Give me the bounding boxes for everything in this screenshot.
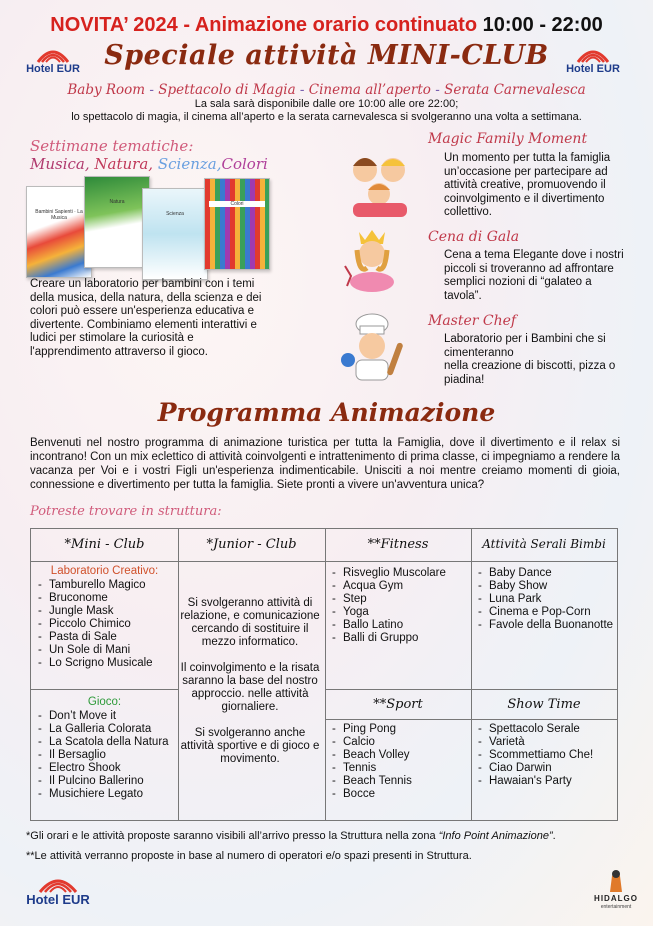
magic-family-title: Magic Family Moment [428, 131, 588, 147]
list-item: - Varietà [475, 736, 615, 749]
list-item: - Il Bersaglio [35, 749, 175, 762]
list-item: - Don’t Move it [35, 710, 175, 723]
footnote-1: *Gli orari e le attività proposte saranno visibili all’arrivo presso la Struttura nella zona “Info Point Animazione”. [26, 830, 556, 842]
book-music: Bambini Sapienti · La Musica [26, 186, 92, 278]
activities-table [30, 528, 618, 821]
header-serali: Attività Serali Bimbi [482, 537, 606, 551]
game-list [35, 710, 175, 801]
footnotes [26, 826, 626, 866]
list-item: - Calcio [329, 736, 469, 749]
list-item: - Electro Shook [35, 762, 175, 775]
cena-gala-title: Cena di Gala [428, 229, 520, 245]
header-mini-club: *Mini - Club [64, 537, 145, 552]
list-item: - Favole della Buonanotte [475, 619, 615, 632]
list-item: - Luna Park [475, 593, 615, 606]
list-item: - La Scatola della Natura [35, 736, 175, 749]
list-item: - Acqua Gym [329, 580, 469, 593]
list-item: - Musichiere Legato [35, 788, 175, 801]
event-carnival: Serata Carnevalesca [444, 82, 586, 98]
cena-gala-text: Cena a tema Elegante dove i nostri piccoli si troveranno ad affrontare semplici nozioni di “galateo a tavola”. [444, 249, 624, 302]
logo-brand-text: Hotel EUR [26, 63, 80, 75]
list-item: - Risveglio Muscolare [329, 567, 469, 580]
list-item: - Baby Show [475, 580, 615, 593]
list-item: - Bocce [329, 788, 469, 801]
list-item: - Beach Volley [329, 749, 469, 762]
list-item: - Cinema e Pop-Corn [475, 606, 615, 619]
book-colors: Colori [204, 178, 270, 270]
novita-label: NOVITA’ 2024 [50, 14, 178, 36]
list-item: - Jungle Mask [35, 605, 175, 618]
program-title: Programma Animazione [157, 398, 496, 427]
list-item: - Ping Pong [329, 723, 469, 736]
list-item: - Bruconome [35, 592, 175, 605]
structure-heading: Potreste trovare in struttura: [30, 504, 222, 519]
princess-illustration-icon [337, 224, 407, 294]
hidalgo-tagline: entertainment [600, 904, 632, 910]
theme-books-image [26, 176, 276, 280]
list-item: - Il Pulcino Ballerino [35, 775, 175, 788]
master-chef-title: Master Chef [428, 313, 517, 329]
junior-description: Si svolgeranno attività di relazione, e comunicazione cercando di sostituire il mezzo informatico. Il coinvolgimento e la risata saranno la base del nostro approccio. nelle attività giornaliere. Si svolgeranno anche attività sportive e di gioco e movimento. [180, 597, 320, 765]
hotel-eur-logo-icon [560, 44, 626, 78]
family-illustration-icon [345, 148, 415, 218]
list-item: - Spettacolo Serale [475, 723, 615, 736]
book-science: Scienza [142, 188, 208, 280]
header-fitness: **Fitness [367, 537, 429, 552]
themes-heading: Settimane tematiche: Musica, Natura, Scienza,Colori [30, 137, 268, 173]
list-item: - Baby Dance [475, 567, 615, 580]
top-headline [0, 14, 653, 37]
event-baby-room: Baby Room [67, 82, 146, 98]
logo-brand-text: Hotel EUR [566, 63, 620, 75]
footnote-2: **Le attività verranno proposte in base al numero di operatori e/o spazi presenti in Struttura. [26, 850, 472, 862]
list-item: - Un Sole di Mani [35, 644, 175, 657]
lab-description: Creare un laboratorio per bambini con i temi della musica, della natura, della scienza e dei colori può essere un'esperienza educativa e divertente. Combiniamo elementi interattivi e ludici per stimolare la curiosità e l'apprendimento attraverso il gioco. [30, 278, 262, 358]
sport-list [329, 723, 469, 801]
room-note: La sala sarà disponibile dalle ore 10:00 alle ore 22:00; lo spettacolo di magia, il cinema all’aperto e la serata carnevalesca si svolgeranno una volta a settimana. [71, 98, 582, 123]
header-show-time: Show Time [507, 697, 581, 712]
list-item: - Step [329, 593, 469, 606]
list-item: - La Galleria Colorata [35, 723, 175, 736]
list-item: - Tennis [329, 762, 469, 775]
event-cinema: Cinema all’aperto [308, 82, 431, 98]
program-intro: Benvenuti nel nostro programma di animazione turistica per tutta la Famiglia, dove il divertimento e il relax si incontrano! Con un mix eclettico di attività coinvolgenti e intrattenimento di prima classe, ci impegniamo a rendere la vacanza per Voi e i vostri Figli un'esperienza indimenticabile. Unisciti a noi mentre creiamo momenti di gioia, connessione e divertimento per tutta la famiglia. Siete pronti a vivere un'avventura unica? [30, 437, 620, 491]
hotel-eur-logo-icon [20, 44, 86, 78]
list-item: - Lo Scrigno Musicale [35, 657, 175, 670]
book-nature: Natura [84, 176, 150, 268]
list-item: - Yoga [329, 606, 469, 619]
list-item: - Pasta di Sale [35, 631, 175, 644]
logo-brand-text: Hotel EUR [26, 892, 90, 907]
list-item: - Tamburello Magico [35, 579, 175, 592]
lab-list [35, 579, 175, 670]
gioco-heading: Gioco: [87, 696, 122, 708]
master-chef-text: Laboratorio per i Bambini che si cimenteranno nella creazione di biscotti, pizza o piadina! [444, 333, 616, 386]
hotel-eur-logo-icon [18, 872, 98, 912]
show-list [475, 723, 615, 788]
chef-illustration-icon [340, 312, 410, 382]
header-sport: **Sport [373, 697, 423, 712]
lab-creativo-heading: Laboratorio Creativo: [50, 565, 159, 577]
hidalgo-brand: HIDALGO [594, 894, 638, 903]
header-junior-club: *Junior - Club [206, 537, 297, 552]
serali-list [475, 567, 615, 632]
headline-dash: - [177, 14, 195, 36]
headline-hours: 10:00 - 22:00 [482, 14, 603, 36]
hidalgo-logo-icon [594, 866, 638, 918]
list-item: - Scommettiamo Che! [475, 749, 615, 762]
list-item: - Piccolo Chimico [35, 618, 175, 631]
list-item: - Beach Tennis [329, 775, 469, 788]
list-item: - Balli di Gruppo [329, 632, 469, 645]
list-item: - Hawaian's Party [475, 775, 615, 788]
list-item: - Ciao Darwin [475, 762, 615, 775]
subtitle-events: Baby Room - Spettacolo di Magia - Cinema all’aperto - Serata Carnevalesca [67, 82, 586, 98]
fitness-list [329, 567, 469, 645]
list-item: - Ballo Latino [329, 619, 469, 632]
magic-family-text: Un momento per tutta la famiglia un’occasione per partecipare ad attività creative, promuovendo il coinvolgimento e il divertimento collettivo. [444, 152, 611, 218]
page-title: Speciale attività MINI-CLUB [104, 40, 549, 71]
event-magic-show: Spettacolo di Magia [158, 82, 296, 98]
headline-text: Animazione orario continuato [194, 14, 483, 36]
